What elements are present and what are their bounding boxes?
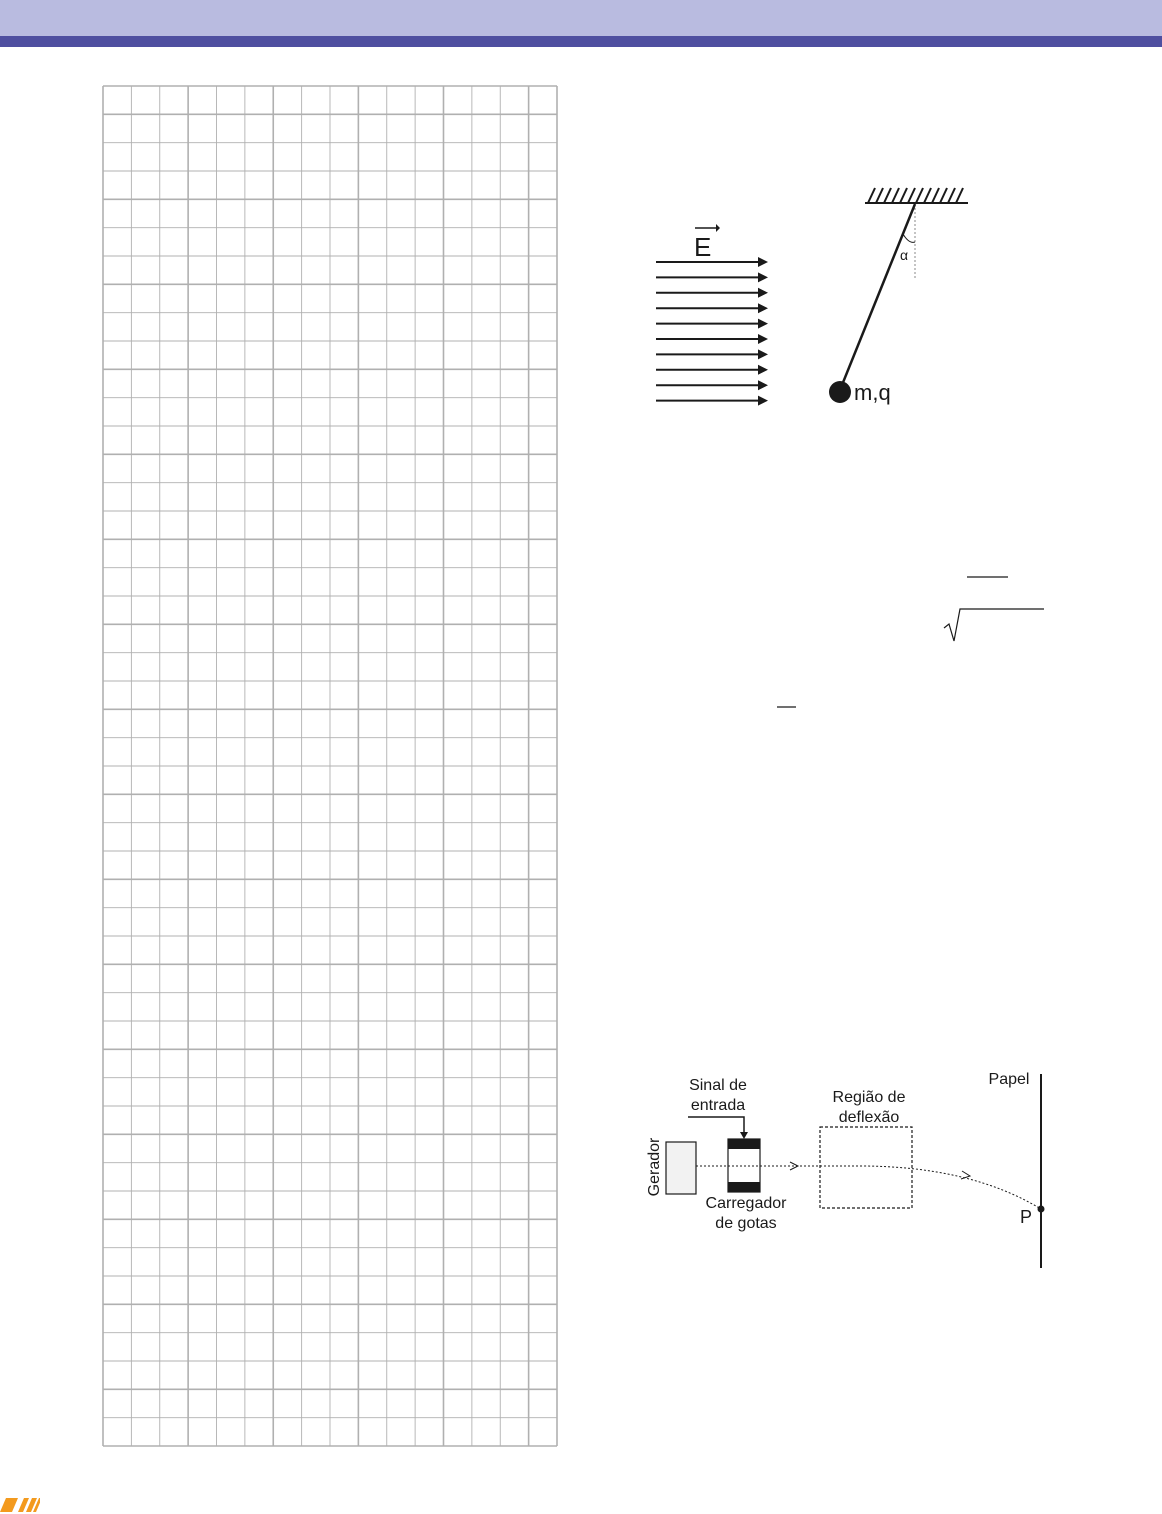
mass-charge-label: m,q (854, 380, 891, 405)
field-arrows (656, 257, 768, 406)
answer-grid (102, 85, 558, 1447)
field-arrowhead (758, 365, 768, 375)
pendulum-string (842, 204, 915, 385)
field-arrowhead (758, 380, 768, 390)
signal-label-line1: Sinal de (689, 1077, 747, 1094)
deflection-region (820, 1127, 912, 1208)
footer-accent-marks (0, 1496, 40, 1514)
charger-top-plate (728, 1139, 760, 1149)
signal-arrow (688, 1117, 744, 1134)
charger-label-line2: de gotas (715, 1215, 777, 1232)
field-label: E (694, 232, 712, 262)
square-root-sign (944, 609, 1044, 641)
signal-arrowhead (740, 1132, 748, 1139)
inkjet-diagram (630, 1060, 1070, 1280)
field-arrowhead (758, 272, 768, 282)
trajectory-chevron-2 (961, 1171, 970, 1179)
field-arrowhead (758, 257, 768, 267)
accent-slash (0, 1498, 18, 1512)
field-arrowhead (758, 334, 768, 344)
field-vector-arrowhead (716, 224, 720, 232)
field-arrowhead (758, 303, 768, 313)
angle-arc (903, 234, 915, 242)
point-label: P (1020, 1207, 1033, 1227)
generator-label: Gerador (646, 1137, 663, 1197)
charger-bottom-plate (728, 1182, 760, 1192)
header-stripe (0, 36, 1162, 47)
paper-label: Papel (988, 1071, 1030, 1088)
angle-label: α (900, 247, 909, 263)
field-arrowhead (758, 319, 768, 329)
field-arrowhead (758, 288, 768, 298)
pendulum-figure (640, 180, 980, 420)
header-band (0, 0, 1162, 36)
region-label-line2: deflexão (838, 1109, 900, 1126)
region-label-line1: Região de (832, 1089, 906, 1106)
field-arrowhead (758, 349, 768, 359)
pendulum-bob (829, 381, 851, 403)
generator-box (666, 1142, 696, 1194)
field-arrowhead (758, 396, 768, 406)
impact-point (1038, 1206, 1045, 1213)
charger-label-line1: Carregador (705, 1195, 787, 1212)
signal-label-line2: entrada (690, 1097, 746, 1114)
ceiling-support (865, 188, 968, 203)
